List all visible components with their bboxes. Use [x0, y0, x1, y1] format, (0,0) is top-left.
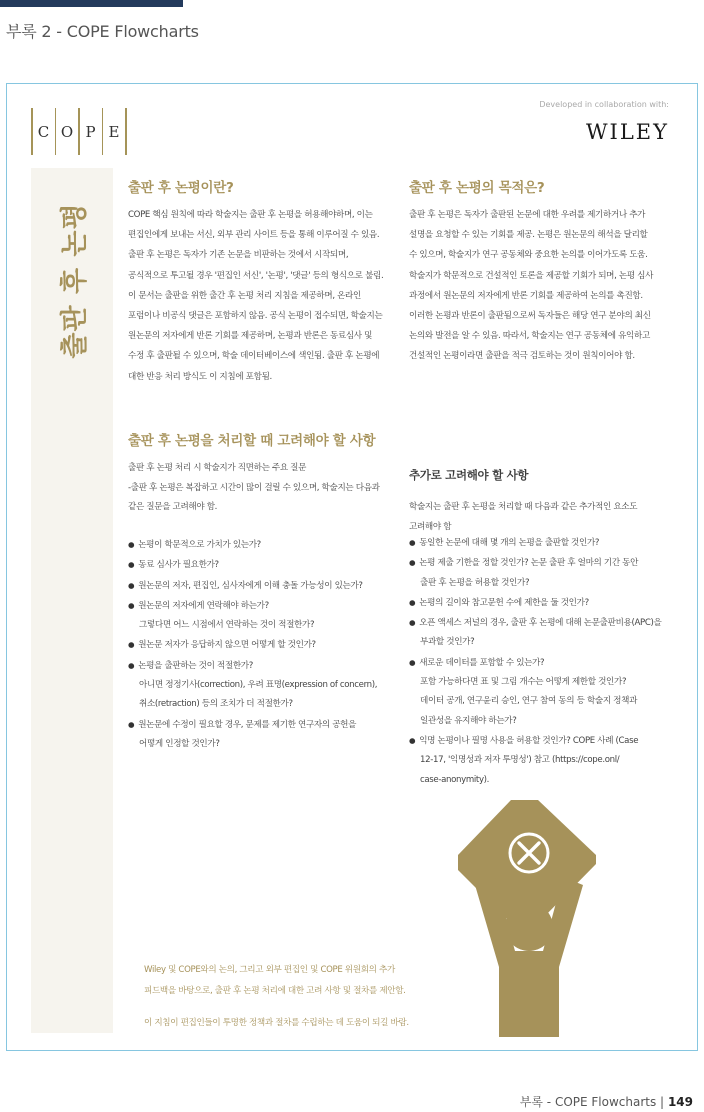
text-line: COPE 핵심 원칙에 따라 학술지는 출판 후 논평을 허용해야하며, 이는 [128, 210, 373, 220]
text-line: case-anonymity). [420, 774, 490, 785]
text-line: 어떻게 인정할 것인가? [139, 738, 220, 749]
text-line: ● 오픈 액세스 저널의 경우, 출판 후 논평에 대해 논문출판비용(APC)을 [409, 613, 661, 633]
text-line: 학술지가 학문적으로 건설적인 토론을 제공할 기회가 되며, 논평 심사 [409, 270, 654, 281]
logo-letter: E [108, 122, 120, 141]
section-title-purpose: 출판 후 논평의 목적은? [409, 180, 545, 196]
text-line: 설명을 요청할 수 있는 기회를 제공. 논평은 원논문의 해석을 달리할 [409, 230, 648, 241]
wiley-logo: WILEY [585, 120, 669, 144]
cope-logo [31, 108, 127, 155]
section-purpose-body [409, 205, 653, 367]
text-line: 수정 후 출판될 수 있으며, 학술 데이터베이스에 색인됨. 출판 후 논평에 [128, 351, 380, 362]
logo-divider [125, 108, 127, 155]
text-line: 원논문의 저자에게 반론 기회를 제공하며, 논평과 반론은 동료심사 및 [128, 331, 373, 342]
text-line: 공식적으로 투고될 경우 '편집인 서신', '논평', '댓글' 등의 형식으로 불림. [128, 270, 384, 281]
section-additional-intro [409, 498, 637, 537]
text-line: Wiley 및 COPE와의 논의, 그리고 외부 편집인 및 COPE 위원회의 추가 [144, 965, 395, 975]
footer-label: 부록 - COPE Flowcharts | [519, 1095, 665, 1109]
list-item [409, 731, 661, 790]
text-line: 일관성을 유지해야 하는가? [420, 715, 517, 726]
text-line: 12-17, '익명성과 저자 투명성') 참고 (https://cope.onl/ [420, 755, 620, 766]
list-item [409, 533, 661, 553]
text-line: 이 지침이 편집인들이 투명한 정책과 절차를 수립하는 데 도움이 되길 바람. [144, 1018, 409, 1028]
text-line: 고려해야 함 [409, 521, 452, 532]
list-item [409, 653, 661, 731]
text-line: 출판 후 논평은 독자가 출판된 논문에 대한 우려를 제기하거나 추가 [409, 210, 646, 220]
collaboration-remark [144, 960, 406, 1002]
text-line: ● 논평 제출 기한을 정할 것인가? 논문 출판 후 얼마의 기간 동안 [409, 553, 661, 573]
top-accent-bar [0, 0, 183, 7]
section-title-what: 출판 후 논평이란? [128, 180, 234, 196]
text-line: 피드백을 바탕으로, 출판 후 논평 처리에 대한 고려 사항 및 절차를 제안함. [144, 986, 406, 996]
text-line: 포함 가능하다면 표 및 그림 개수는 어떻게 제한할 것인가? [420, 677, 627, 688]
considerations-list [128, 535, 377, 754]
text-line: ● 논평이 학문적으로 가치가 있는가? [128, 535, 377, 555]
text-line: ● 논평의 길이와 참고문헌 수에 제한을 둘 것인가? [409, 593, 661, 613]
text-line: ● 동일한 논문에 대해 몇 개의 논평을 출판할 것인가? [409, 533, 661, 553]
logo-letter: O [60, 122, 74, 141]
list-item [128, 535, 377, 555]
text-line: ● 원논문의 저자에게 연락해야 하는가? [128, 596, 377, 616]
list-item [128, 576, 377, 596]
text-line: ● 원논문 저자가 응답하지 않으면 어떻게 할 것인가? [128, 635, 377, 655]
text-line: 출판 후 논평을 허용할 것인가? [420, 577, 530, 588]
list-item [409, 613, 661, 653]
text-line: 편집인에게 보내는 서신, 외부 관리 사이트 등을 통해 이루어질 수 있음. [128, 230, 380, 241]
section-title-additional: 추가로 고려해야 할 사항 [409, 468, 529, 482]
list-item [128, 555, 377, 575]
text-line: 이 문서는 출판을 위한 출간 후 논평 처리 지침을 제공하며, 온라인 [128, 290, 361, 301]
text-line: -출판 후 논평은 복잡하고 시간이 많이 걸릴 수 있으며, 학술지는 다음과 [128, 482, 380, 493]
text-line: ● 논평을 출판하는 것이 적절한가? [128, 656, 377, 676]
list-item [409, 553, 661, 593]
text-line: 출판 후 논평은 독자가 기존 논문을 비판하는 것에서 시작되며, [128, 250, 349, 261]
page-number: 149 [667, 1095, 693, 1109]
text-line: ● 익명 논평이나 필명 사용을 허용할 것인가? COPE 사례 (Case [409, 731, 661, 751]
text-line: 학술지는 출판 후 논평을 처리할 때 다음과 같은 추가적인 요소도 [409, 502, 638, 512]
text-line: 이러한 논평과 반론이 출판됨으로써 독자들은 해당 연구 분야의 최신 [409, 311, 651, 322]
text-line: ● 동료 심사가 필요한가? [128, 555, 377, 575]
text-line: 수 있으며, 학술지가 연구 공동체와 중요한 논의를 이어가도록 도움. [409, 250, 648, 261]
additional-list [409, 533, 661, 790]
text-line: 포럼이나 비공식 댓글은 포함하지 않음. 공식 논평이 접수되면, 학술지는 [128, 311, 383, 322]
content-panel [6, 83, 698, 1051]
list-item [409, 593, 661, 613]
text-line: 논의와 발전을 알 수 있음. 따라서, 학술지는 연구 공동체에 유익하고 [409, 331, 650, 342]
appendix-title: 부록 2 - COPE Flowcharts [6, 22, 199, 41]
section-considerations-intro [128, 459, 380, 518]
list-item [128, 596, 377, 636]
text-line: 아니면 정정기사(correction), 우려 표명(expression of concern), [139, 680, 378, 691]
collaboration-note: Developed in collaboration with: [539, 100, 669, 109]
side-title-text: 출판 후 논평 [59, 201, 91, 359]
text-line: 그렇다면 어느 시점에서 연락하는 것이 적절한가? [139, 620, 315, 631]
text-line: ● 원논문의 저자, 편집인, 심사자에게 이해 충돌 가능성이 있는가? [128, 576, 377, 596]
section-title-considerations: 출판 후 논평을 처리할 때 고려해야 할 사항 [128, 433, 376, 449]
list-item [128, 656, 377, 715]
text-line: 건설적인 논평이라면 출판을 적극 검토하는 것이 원칙이어야 함. [409, 351, 635, 362]
text-line: ● 원논문에 수정이 필요할 경우, 문제를 제기한 연구자의 공헌을 [128, 715, 377, 735]
text-line: 부과할 것인가? [420, 637, 475, 648]
text-line: 데이터 공개, 연구윤리 승인, 연구 참여 동의 등 학술지 정책과 [420, 696, 638, 707]
logo-letter: C [37, 122, 50, 141]
section-what-body [128, 205, 383, 387]
text-line: 출판 후 논평 처리 시 학술지가 직면하는 주요 질문 [128, 463, 307, 473]
text-line: ● 새로운 데이터를 포함할 수 있는가? [409, 653, 661, 673]
page-footer [520, 1093, 693, 1110]
text-line: 같은 질문을 고려해야 함. [128, 502, 218, 512]
text-line: 취소(retraction) 등의 조치가 더 적절한가? [139, 699, 293, 710]
side-title [31, 180, 113, 380]
logo-letter: P [85, 122, 96, 141]
text-line: 과정에서 원논문의 저자에게 반론 기회를 제공하여 논의를 촉진함. [409, 290, 643, 301]
list-item [128, 635, 377, 655]
person-holding-sign-illustration [453, 799, 605, 1037]
guideline-remark [144, 1013, 409, 1034]
list-item [128, 715, 377, 755]
text-line: 대한 반응 처리 방식도 이 지침에 포함됨. [128, 371, 272, 382]
